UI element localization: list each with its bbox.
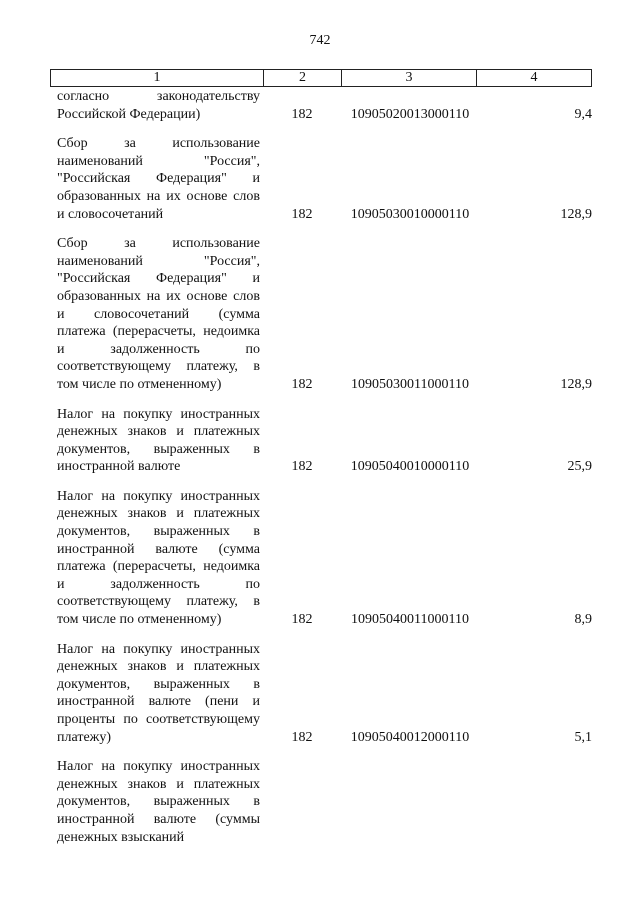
table-row xyxy=(0,135,640,223)
row-description: Налог на покупку иностранных денежных знаков и платежных документов, выраженных в иностранной валюте (пени и проценты по соответствующему платежу) xyxy=(57,641,260,745)
row-admin-code: 182 xyxy=(291,106,313,122)
row-admin-code: 182 xyxy=(291,206,313,222)
row-amount: 8,9 xyxy=(574,612,592,628)
row-amount: 128,9 xyxy=(560,376,592,392)
header-col-1: 1 xyxy=(51,70,264,86)
row-amount: 25,9 xyxy=(567,459,592,475)
row-description: Сбор за использование наименований "Россия", "Российская Федерация" и образованных на их основе слов и словосочетаний (сумма платежа (перерасчеты, недоимка и задолженность по соответствующему платежу, в том числе по отмененному) xyxy=(57,236,260,392)
row-amount: 128,9 xyxy=(560,206,592,222)
table-row xyxy=(0,88,640,123)
table-header xyxy=(50,69,592,87)
row-description: Налог на покупку иностранных денежных знаков и платежных документов, выраженных в иностранной валюте xyxy=(57,406,260,475)
table-body xyxy=(0,88,640,846)
row-admin-code: 182 xyxy=(291,729,313,745)
row-description: согласно законодательству Российской Федерации) xyxy=(57,89,260,122)
row-kbk-code: 10905040012000110 xyxy=(350,729,470,745)
row-description: Сбор за использование наименований "Россия", "Российская Федерация" и образованных на их основе слов и словосочетаний xyxy=(57,136,260,222)
row-description: Налог на покупку иностранных денежных знаков и платежных документов, выраженных в иностранной валюте (суммы денежных взысканий xyxy=(57,759,260,845)
table-row xyxy=(0,235,640,393)
row-admin-code: 182 xyxy=(291,459,313,475)
row-kbk-code: 10905040011000110 xyxy=(351,612,469,628)
header-col-3: 3 xyxy=(342,70,477,86)
table-row xyxy=(0,758,640,846)
table-row xyxy=(0,406,640,476)
row-amount: 9,4 xyxy=(574,106,592,122)
row-kbk-code: 10905030011000110 xyxy=(351,376,469,392)
table-row xyxy=(0,641,640,747)
header-col-2: 2 xyxy=(264,70,342,86)
row-admin-code: 182 xyxy=(291,612,313,628)
table-row xyxy=(0,488,640,629)
row-description: Налог на покупку иностранных денежных знаков и платежных документов, выраженных в иностранной валюте (сумма платежа (перерасчеты, недоимка и задолженность по соответствующему платежу, в том числе по отмененному) xyxy=(57,488,260,628)
row-kbk-code: 10905030010000110 xyxy=(350,206,470,222)
row-kbk-code: 10905020013000110 xyxy=(350,106,470,122)
header-col-4: 4 xyxy=(530,70,538,85)
row-admin-code: 182 xyxy=(291,376,313,392)
page-number: 742 xyxy=(309,33,331,48)
row-kbk-code: 10905040010000110 xyxy=(350,459,470,475)
row-amount: 5,1 xyxy=(574,729,592,745)
